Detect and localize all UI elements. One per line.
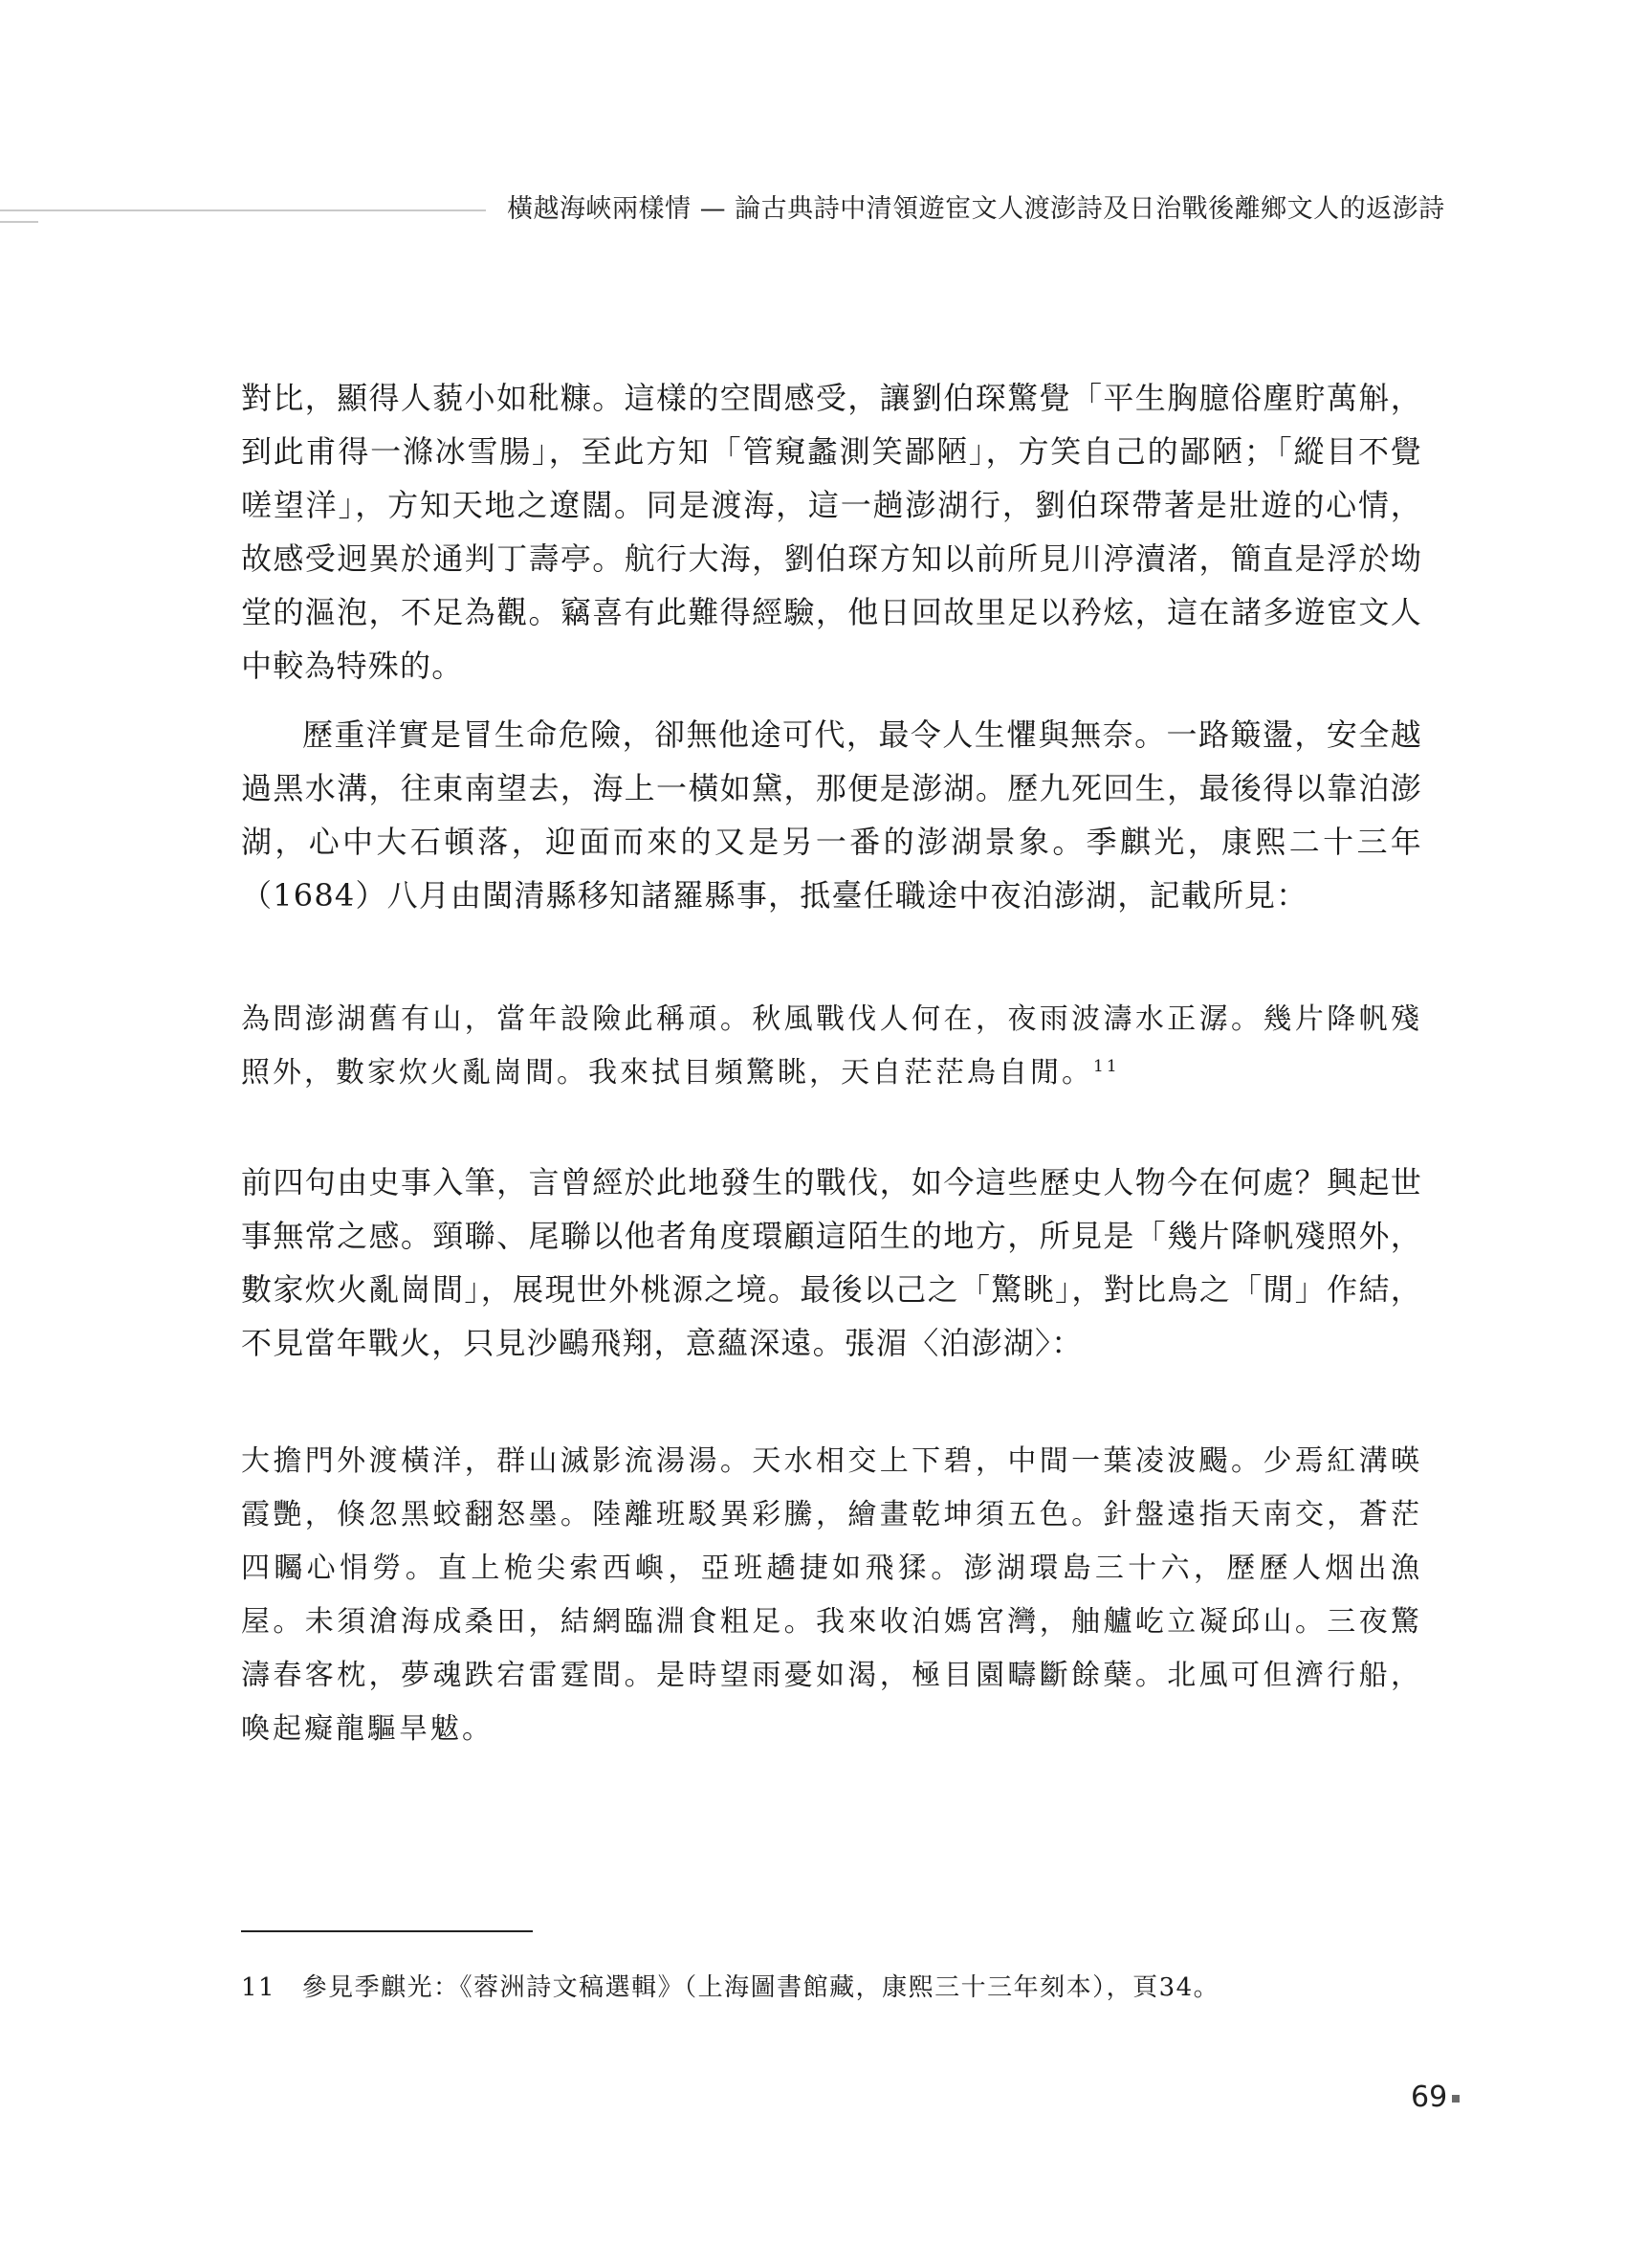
- paragraph-2-text: 歷重洋實是冒生命危險，卻無他途可代，最令人生懼與無奈。一路簸盪，安全越過黑水溝，往東南望去，海上一橫如黛，那便是澎湖。歷九死回生，最後得以靠泊澎湖，心中大石頓落，迎面而來的又是另一番的澎湖景象。季麒光，康熙二十三年（1684）八月由閩清縣移知諸羅縣事，抵臺任職途中夜泊澎湖，記載所見：: [241, 716, 1422, 914]
- page-number: 69: [1411, 2081, 1448, 2114]
- poem-quote-1-text: 為問澎湖舊有山，當年設險此稱頑。秋風戰伐人何在，夜雨波濤水正潺。幾片降帆殘照外，數家炊火亂崗間。我來拭目頻驚眺，天自茫茫鳥自閒。: [241, 1002, 1422, 1090]
- paragraph-2: [241, 708, 1422, 922]
- running-head: 橫越海峽兩樣情 — 論古典詩中清領遊宦文人渡澎詩及日治戰後離鄉文人的返澎詩: [507, 194, 1445, 224]
- header-rule-short: [0, 221, 38, 223]
- header-rule: [0, 209, 486, 211]
- paragraph-1-text: 對比，顯得人藐小如秕糠。這樣的空間感受，讓劉伯琛驚覺「平生胸臆俗塵貯萬斛，到此甫得一滌冰雪腸」，至此方知「管窺蠡測笑鄙陋」，方笑自己的鄙陋；「縱目不覺嗟望洋」，方知天地之遼闊。同是渡海，這一趟澎湖行，劉伯琛帶著是壯遊的心情，故感受迥異於通判丁壽亭。航行大海，劉伯琛方知以前所見川渟瀆渚，簡直是浮於坳堂的漚泡，不足為觀。竊喜有此難得經驗，他日回故里足以矜炫，這在諸多遊宦文人中較為特殊的。: [241, 380, 1422, 684]
- poem-quote-1: [241, 993, 1422, 1100]
- footnote-separator: [241, 1930, 533, 1932]
- footnote-ref-11[interactable]: 11: [1093, 1057, 1120, 1076]
- page-number-square-icon: [1452, 2095, 1460, 2103]
- poem-quote-2: 大擔門外渡橫洋，群山滅影流湯湯。天水相交上下碧，中間一葉凌波颺。少焉紅溝暎霞艷，倏忽黑蛟翻怒墨。陸離班駁異彩騰，繪畫乾坤須五色。針盤遠指天南交，蒼茫四矚心悁勞。直上桅尖索西嶼，亞班趫捷如飛猱。澎湖環島三十六，歷歷人烟出漁屋。未須滄海成桑田，結網臨淵食粗足。我來收泊媽宮灣，舳艫屹立凝邱山。三夜驚濤春客枕，夢魂跌宕雷霆間。是時望雨憂如渴，極目園疇斷餘蘖。北風可但濟行船，喚起癡龍驅旱魃。: [241, 1444, 1422, 1746]
- paragraph-3: [241, 1156, 1422, 1370]
- footnote-11: 11 參見季麒光：《蓉洲詩文稿選輯》（上海圖書館藏，康熙三十三年刻本），頁34。: [241, 1973, 1220, 2002]
- paragraph-3-text: 前四句由史事入筆，言曾經於此地發生的戰伐，如今這些歷史人物今在何處？興起世事無常之感。頸聯、尾聯以他者角度環顧這陌生的地方，所見是「幾片降帆殘照外，數家炊火亂崗間」，展現世外桃源之境。最後以己之「驚眺」，對比鳥之「閒」作結，不見當年戰火，只見沙鷗飛翔，意蘊深遠。張湄〈泊澎湖〉：: [241, 1164, 1422, 1361]
- paragraph-1: [241, 371, 1422, 693]
